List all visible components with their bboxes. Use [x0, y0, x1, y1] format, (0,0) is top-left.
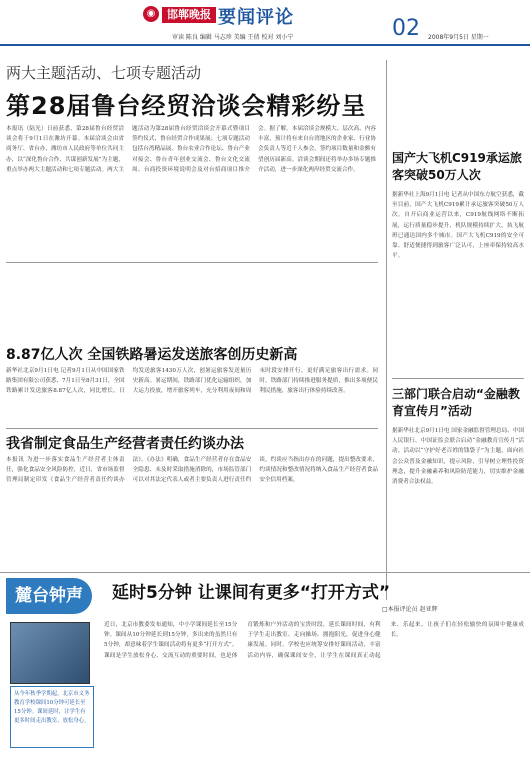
page-number: 02 [392, 16, 420, 41]
lead-kicker: 两大主题活动、七项专题活动 [6, 64, 202, 82]
c919-body: 据新华社上海9月1日电 记者从中国东方航空获悉，截至目前，国产大飞机C919累计承运旅客突破50万人次。自开启商业运营以来，C919航线网络不断拓展，运行质量稳步提升，机队规模持续扩大，执飞航班已通达国内多个城市。国产大飞机C919的安全可靠、舒适便捷得到旅客广泛认可，上座率保持较高水平。 [392, 192, 524, 260]
masthead-rule [0, 44, 530, 46]
food-headline: 我省制定食品生产经营者责任约谈办法 [6, 436, 244, 452]
issue-date: 2008年9月5日 星期一 [428, 34, 489, 41]
section-name: 要闻评论 [218, 7, 294, 28]
masthead [0, 0, 530, 41]
newspaper-logo-icon: ◉ [143, 6, 159, 22]
staff-credits: 审读 陈良 编辑 马志珍 美编 王倩 校对 刘小宁 [172, 34, 294, 41]
paper-name: 邯郸晚报 [162, 7, 216, 23]
column-photo [10, 622, 90, 684]
railway-body: 新华社北京9月1日电 记者9月1日从中国国家铁路集团有限公司获悉，7月1日至8月31日，全国铁路累计发送旅客8.87亿人次，同比增长，日均发送旅客1430万人次，创暑运旅客发送量历史新高。暑运期间，铁路部门优化运输组织，加大运力投放，增开旅客列车，充分利用夜间和周末时段安排开行，更好满足旅客出行需求。同时，铁路部门持续推进服务提质，推出多项便民利民措施，旅客出行体验持续改善。 [6, 368, 378, 395]
c919-headline: 国产大飞机C919承运旅客突破50万人次 [392, 151, 522, 182]
column-divider [386, 60, 387, 600]
column-banner: 麓台钟声 [6, 578, 92, 614]
lead-headline: 第28届鲁台经贸洽谈会精彩纷呈 [6, 92, 367, 120]
section-rule [392, 378, 524, 379]
column-headline: 延时5分钟 让课间有更多“打开方式” [112, 583, 391, 603]
column-notice: 从今年秋季学期起，北京市义务教育学校课间10分钟可延长至15分钟。课间延时，让学生有更多时间走出教室、放松身心。 [10, 686, 94, 748]
section-rule [0, 572, 530, 573]
lead-body: 本报讯（陆光）日前获悉，第28届鲁台经贸洽谈会将于9月1日在潍坊开幕。本届洽谈会由省商务厅、省台办、潍坊市人民政府等单位共同主办，以“深化鲁台合作、共谋创新发展”为主题，重点举办两大主题活动和七项专题活动。两大主题活动为第28届鲁台经贸洽谈会开幕式暨项目签约仪式、鲁台经贸合作成果展；七项专题活动包括台湾精品展、鲁台农业合作论坛、鲁台产业对接会、鲁台青年创业交流会、鲁台文化交流周、台商投资环境说明会及对台招商项目推介会。据了解，本届洽谈会规模大、层次高、内容丰富，预计将有来自台湾地区的企业家、行业协会负责人等近千人参会，签约项目数量和金额有望创历届新高。洽谈会期间还将举办多场专题推介活动，进一步深化两岸经贸交流合作。 [6, 126, 376, 173]
section-rule [6, 262, 378, 263]
column-body: 近日，北京市教委发布通知，中小学课间延长至15分钟。课间从10分钟延长到15分钟，多出来的虽然只有5分钟，却意味着学生课间活动将有更多“打开方式”。课间是学生放松身心、交流互动的重要时间，也是体育锻炼和户外活动的宝贵时段。延长课间时间，有利于学生走出教室、走向操场、拥抱阳光，促进身心健康发展。同时，学校也应统筹安排好课间活动，丰富活动内容，确保课间安全，让学生在课间真正动起来、乐起来，让孩子们在轻松愉快的氛围中健康成长。 [104, 622, 524, 659]
finance-body: 据新华社北京9月1日电 国家金融监督管理总局、中国人民银行、中国证监会联合启动“金融教育宣传月”活动。活动以“守护好老百姓的钱袋子”为主题，面向社会公众普及金融知识，提示风险，引导树立理性投资理念，提升金融素养和风险防范能力，切实维护金融消费者合法权益。 [392, 428, 524, 486]
column-byline: □本报评论员 赵亚辉 [382, 606, 438, 613]
finance-headline: 三部门联合启动“金融教育宣传月”活动 [392, 387, 520, 418]
section-rule [6, 428, 378, 429]
food-body: 本报讯 为进一步落实食品生产经营者主体责任，强化食品安全风险防控，近日，省市场监督管理局制定印发《食品生产经营者责任约谈办法》。《办法》明确，食品生产经营者存在食品安全隐患、未及时采取措施消除的，市场监管部门可以对其法定代表人或者主要负责人进行责任约谈。约谈应当指出存在的问题，提出整改要求，约谈情况和整改情况将纳入食品生产经营者食品安全信用档案。 [6, 457, 378, 484]
railway-headline: 8.87亿人次 全国铁路暑运发送旅客创历史新高 [6, 347, 298, 363]
